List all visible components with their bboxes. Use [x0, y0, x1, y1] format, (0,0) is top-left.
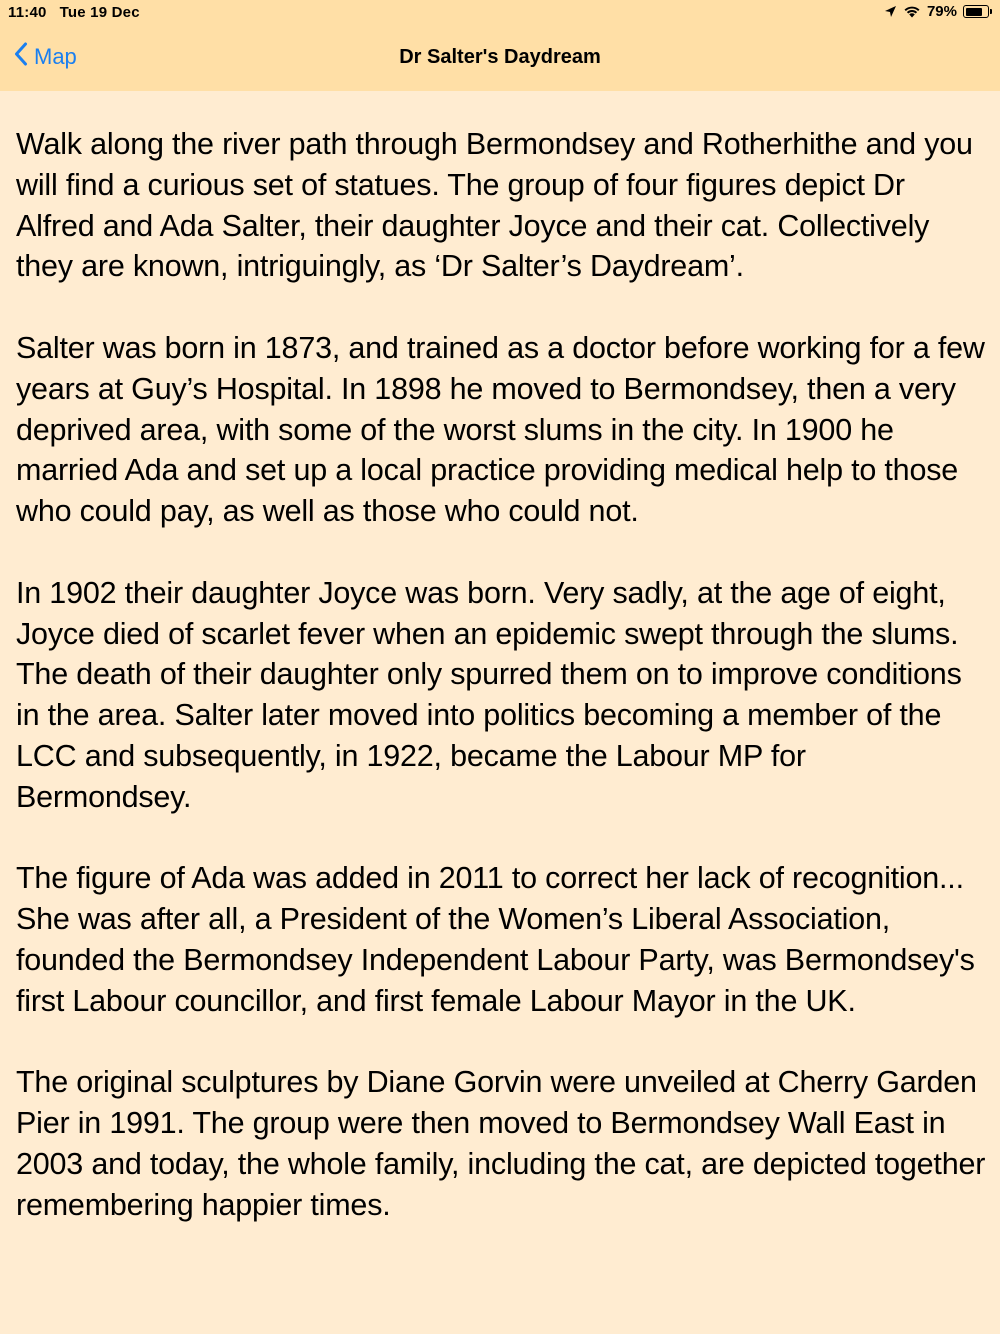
battery-percent: 79%	[926, 3, 957, 20]
battery-outline	[963, 5, 989, 18]
article-content	[16, 124, 988, 1266]
article-paragraph: In 1902 their daughter Joyce was born. Very sadly, at the age of eight, Joyce died of scarlet fever when an epidemic swept through the slums. The death of their daughter only spurred them on to improve conditions in the area. Salter later moved into politics becoming a member of the LCC and subsequently, in 1922, became the Labour MP for Bermondsey.	[16, 575, 962, 814]
article-paragraph: The figure of Ada was added in 2011 to correct her lack of recognition... She was after all, a President of the Women’s Liberal Association, founded the Bermondsey Independent Labour Party, was Bermondsey's first Labour councillor, and first female Labour Mayor in the UK.	[16, 861, 975, 1018]
article-paragraph: The original sculptures by Diane Gorvin were unveiled at Cherry Garden Pier in 1991. The group were then moved to Bermondsey Wall East in 2003 and today, the whole family, including the cat, are depicted together remembering happier times.	[16, 1065, 986, 1222]
article-paragraph: Salter was born in 1873, and trained as a doctor before working for a few years at Guy’s Hospital. In 1898 he moved to Bermondsey, then a very deprived area, with some of the worst slums in the city. In 1900 he married Ada and set up a local practice providing medical help to those who could pay, as well as those who could not.	[16, 330, 985, 529]
page-title: Dr Salter's Daydream	[399, 46, 601, 68]
battery-fill	[966, 8, 983, 16]
battery-tip	[990, 9, 992, 14]
back-button-label: Map	[34, 44, 77, 69]
article-paragraph: Walk along the river path through Bermondsey and Rotherhithe and you will find a curious set of statues. The group of four figures depict Dr Alfred and Ada Salter, their daughter Joyce and their cat. Collectively they are known, intriguingly, as ‘Dr Salter’s Daydream’.	[16, 127, 973, 284]
status-date: Tue 19 Dec	[59, 4, 140, 21]
battery-icon	[963, 5, 992, 18]
location-arrow-icon	[884, 5, 897, 18]
status-time: 11:40	[8, 4, 47, 21]
wifi-icon	[903, 5, 921, 18]
status-time-date	[8, 4, 140, 21]
status-indicators	[884, 3, 992, 20]
status-bar	[0, 0, 1000, 26]
navigation-bar	[0, 26, 1000, 91]
